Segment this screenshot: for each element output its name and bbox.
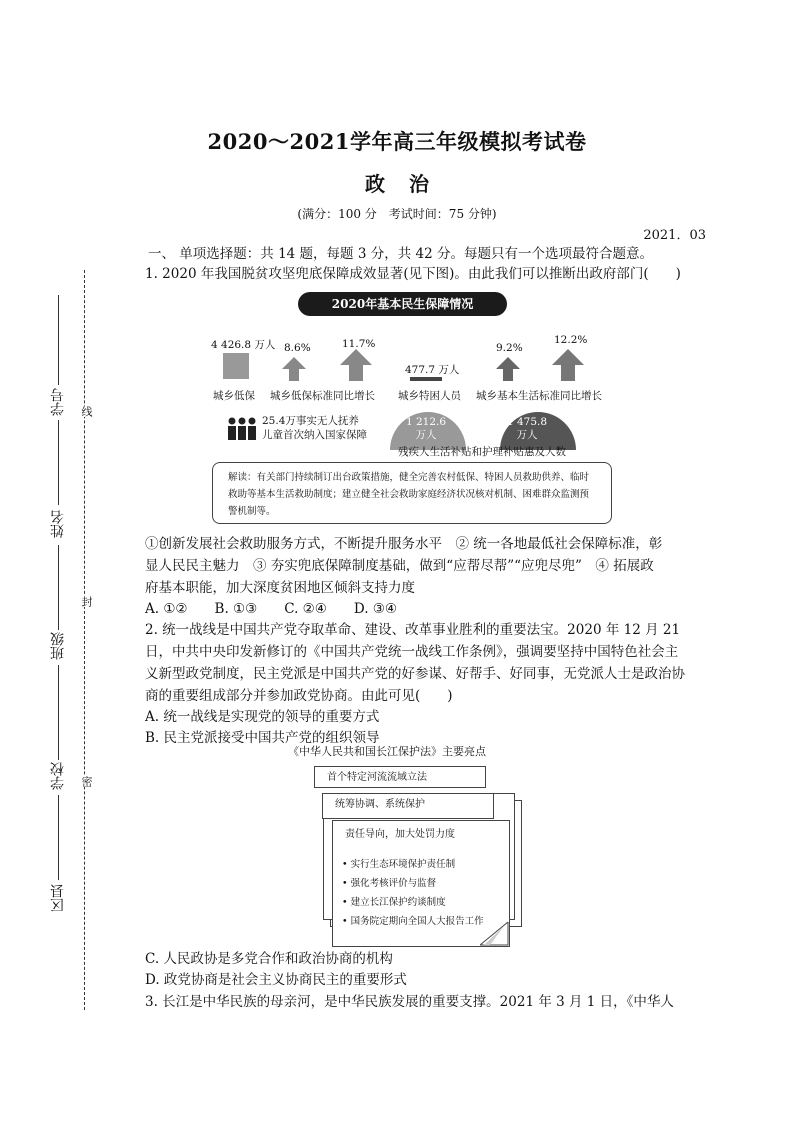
mark-feng: 封: [80, 596, 93, 607]
q1-options-line3: 府基本职能，加大深度贫困地区倾斜支持力度: [145, 580, 415, 596]
orphan-text-2: 儿童首次纳入国家保障: [262, 429, 367, 441]
exam-date: 2021．03: [643, 228, 706, 243]
label-banji: 班级: [50, 632, 66, 660]
rule-xuehao: [58, 295, 59, 385]
q1-options-line2: 显人民民主魅力 ③ 夯实兜底保障制度基础，做到“应帮尽帮”“应兜尽兜” ④ 拓展政: [145, 558, 654, 574]
value-dibao-growth: 8.6%: [284, 342, 311, 354]
label-quxian: 区县: [50, 884, 66, 912]
bullet-1: • 实行生态环境保护责任制: [342, 859, 456, 870]
rule-banji: [58, 545, 59, 630]
people-icon: [226, 416, 258, 442]
disabled-unit-2: 万人: [516, 429, 538, 441]
section-heading: 一、 单项选择题：共 14 题，每题 3 分，共 42 分。每题只有一个选项最符合题意。: [148, 246, 653, 262]
q2-option-d: D. 政党协商是社会主义协商民主的重要形式: [145, 972, 407, 988]
card1: 首个特定河流流域立法: [314, 766, 486, 788]
value-tekun: 477.7 万人: [405, 364, 460, 376]
disabled-value-1: 1 212.6: [405, 416, 447, 428]
rule-xingming: [58, 420, 59, 505]
q2-option-a: A. 统一战线是实现党的领导的重要方式: [145, 709, 380, 725]
q1-choices: A. ①② B. ①③ C. ②④ D. ③④: [145, 601, 398, 617]
label-xingming: 姓名: [50, 510, 66, 538]
card3-title: 责任导向，加大处罚力度: [345, 829, 455, 840]
icon-square: [223, 353, 249, 379]
label-xuehao: 学号: [50, 388, 66, 416]
exam-title: 2020～2021学年高三年级模拟考试卷: [207, 129, 587, 154]
q1-stem: 1. 2020 年我国脱贫攻坚兜底保障成效显著(见下图)。由此我们可以推断出政府部门( ): [145, 266, 681, 282]
card2: 统筹协调、系统保护: [322, 793, 494, 819]
arrow-icon-3: [496, 357, 520, 381]
arrow-icon-1: [282, 357, 306, 381]
disabled-unit-1: 万人: [415, 429, 437, 441]
mark-mi: 密: [80, 776, 93, 787]
value-9: 9.2%: [496, 342, 523, 354]
q2-line4: 商的重要组成部分并参加政党协商。由此可见( ): [145, 688, 453, 704]
label-dibao: 城乡低保: [213, 390, 255, 402]
bullet-3: • 建立长江保护约谈制度: [342, 897, 446, 908]
disabled-value-2: 1 475.8: [506, 416, 548, 428]
bullet-4: • 国务院定期向全国人大报告工作: [342, 916, 484, 927]
bullet-2: • 强化考核评价与监督: [342, 878, 437, 889]
q2-option-b: B. 民主党派接受中国共产党的组织领导: [145, 730, 380, 746]
disabled-caption: 残疾人生活补贴和护理补贴惠及人数: [398, 446, 566, 458]
q2-line2: 日，中共中央印发新修订的《中国共产党统一战线工作条例》，强调要坚持中国特色社会主: [145, 644, 679, 660]
mark-xian: 线: [80, 406, 93, 417]
label-dibao-growth: 城乡低保标准同比增长: [270, 390, 375, 402]
value-11: 11.7%: [342, 338, 376, 350]
q3-line1: 3. 长江是中华民族的母亲河，是中华民族发展的重要支撑。2021 年 3 月 1 日，《中华人: [145, 994, 674, 1010]
chart-title: 2020年基本民生保障情况: [298, 292, 507, 316]
label-basic-growth: 城乡基本生活标准同比增长: [476, 390, 602, 402]
orphan-text-1: 25.4万事实无人抚养: [262, 415, 359, 427]
label-xuexiao: 学校: [50, 762, 66, 790]
subject-title: 政治: [365, 172, 453, 196]
interpretation-text: 解读：有关部门持续制订出台政策措施，健全完善农村低保、特困人员救助供养、临时救助等基本生活救助制度；建立健全社会救助家庭经济状况核对机制、困难群众监测预警机制等。: [228, 472, 590, 517]
figure2-title: 《中华人民共和国长江保护法》主要亮点: [288, 745, 486, 758]
q1-options-line1: ①创新发展社会救助服务方式，不断提升服务水平 ② 统一各地最低社会保障标准，彰: [145, 536, 663, 552]
value-12: 12.2%: [554, 334, 588, 346]
value-dibao: 4 426.8 万人: [211, 339, 276, 351]
rule-xuexiao: [58, 665, 59, 760]
rule-quxian: [58, 795, 59, 880]
exam-info: (满分：100 分 考试时间：75 分钟): [297, 207, 497, 221]
q2-option-c: C. 人民政协是多党合作和政治协商的机构: [145, 951, 393, 967]
arrow-icon-4: [552, 349, 584, 381]
icon-bar: [410, 377, 442, 381]
page-curl-icon: [480, 922, 510, 946]
label-tekun: 城乡特困人员: [398, 390, 461, 402]
binding-dashed-line: [84, 270, 85, 1010]
q2-line1: 2. 统一战线是中国共产党夺取革命、建设、改革事业胜利的重要法宝。2020 年 12 月 21: [145, 622, 681, 638]
q2-line3: 义新型政党制度，民主党派是中国共产党的好参谋、好帮手、好同事，无党派人士是政治协: [145, 666, 685, 682]
card3-bullets: [342, 855, 484, 931]
arrow-icon-2: [340, 349, 372, 381]
